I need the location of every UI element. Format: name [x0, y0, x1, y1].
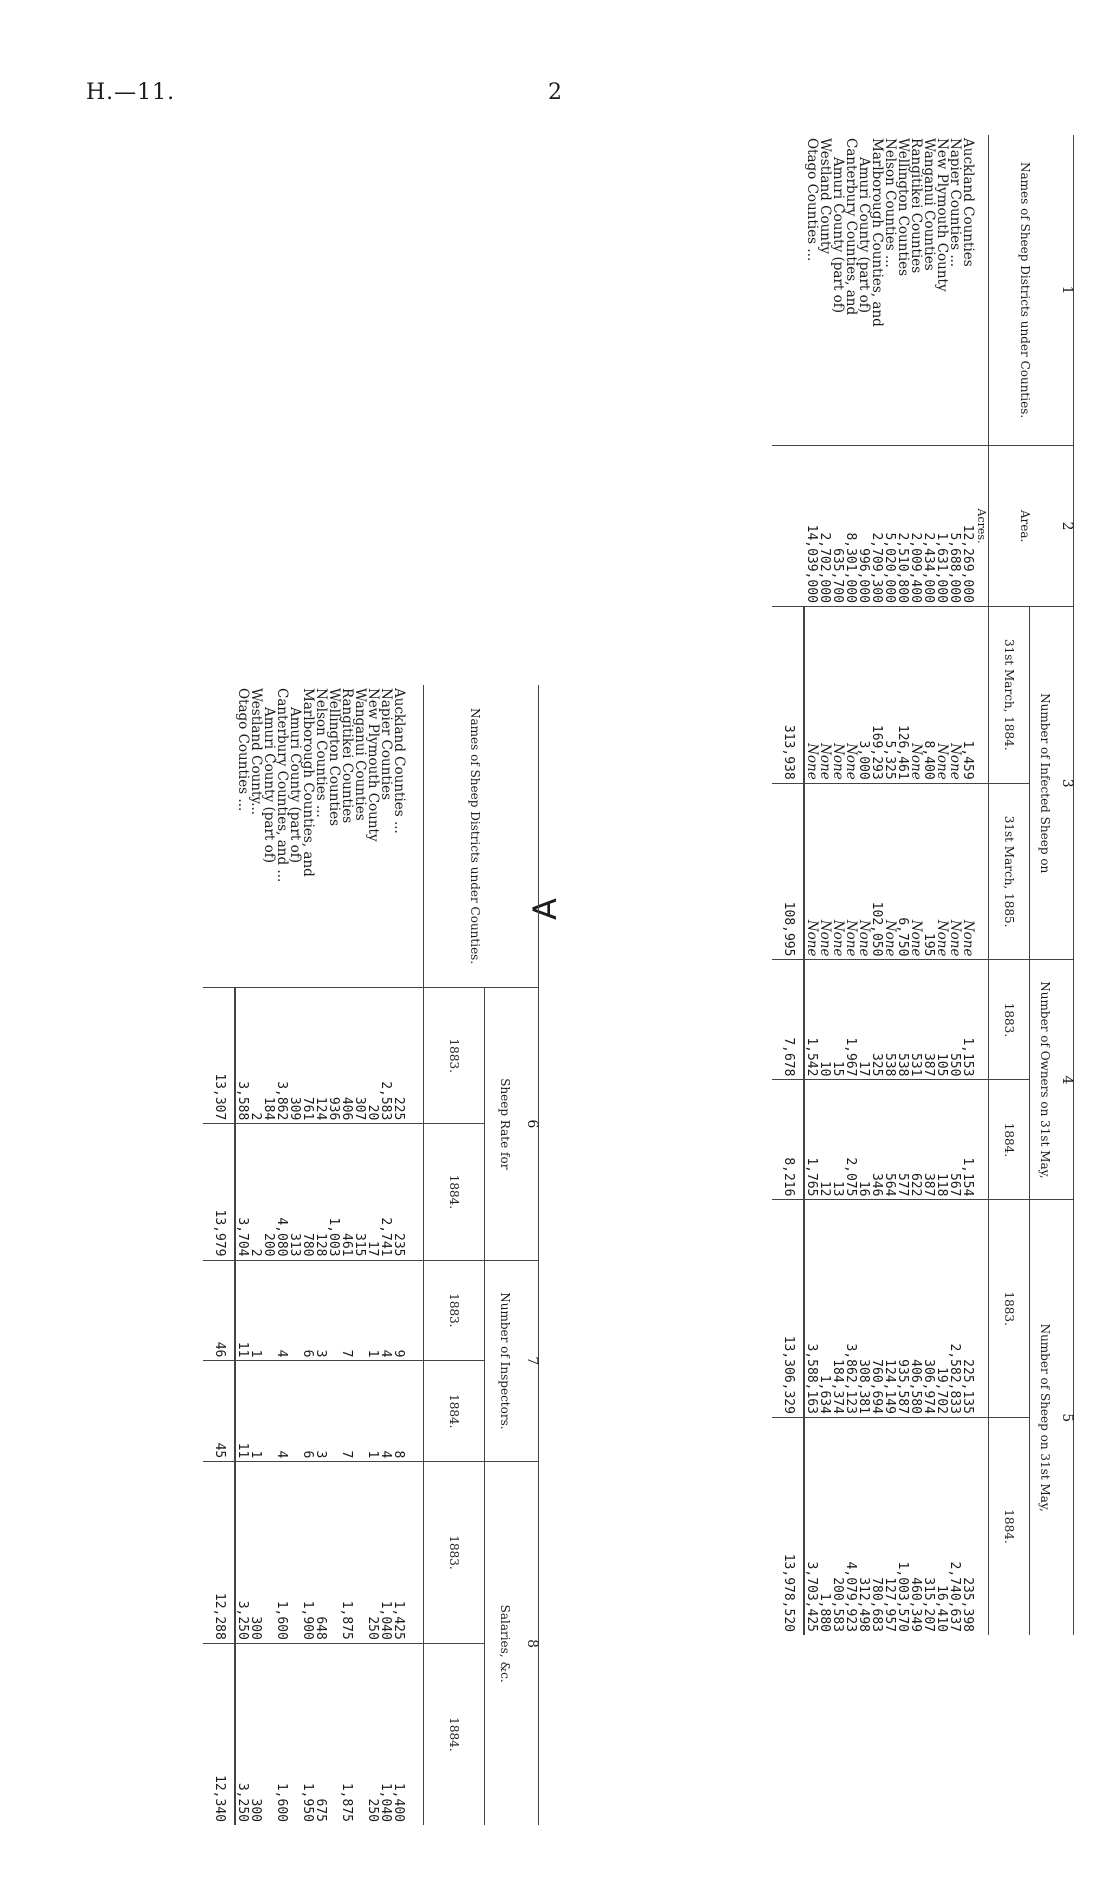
- cell-sh84: 312,498: [857, 1417, 870, 1635]
- cell-sh84: 460,349: [909, 1417, 922, 1635]
- cell-own83: 10: [818, 960, 831, 1080]
- cell-sh84: 1,003,570: [896, 1417, 909, 1635]
- header-inspectors: Number of Inspectors.: [485, 1260, 526, 1462]
- district-name: Rangitikei Counties: [908, 138, 924, 274]
- header-owners-1883: 1883.: [989, 960, 1030, 1080]
- cell-inf85: None: [804, 783, 818, 960]
- table-row: [935, 135, 948, 1635]
- cell-inf84: 169,293: [870, 606, 883, 783]
- header-row: [1030, 135, 1061, 1635]
- cell-s84: 250: [366, 1643, 379, 1825]
- cell-r84: 780: [301, 1124, 314, 1260]
- cell-own84: 622: [909, 1080, 922, 1200]
- district-name: Napier Counties: [378, 688, 394, 801]
- cell-area: 5,020,000: [883, 446, 896, 607]
- cell-s84: 3,250: [235, 1643, 249, 1825]
- column-number-row: [1060, 135, 1074, 1635]
- header-sal-1883: 1883.: [424, 1462, 485, 1644]
- cell-inf85: None: [948, 783, 961, 960]
- table-row: [896, 135, 909, 1635]
- district-name: Canterbury Counties, and ...: [274, 688, 290, 883]
- cell-sh83: 935,587: [896, 1200, 909, 1418]
- cell-inf85: None: [883, 783, 896, 960]
- header-insp-1883: 1883.: [424, 1260, 485, 1361]
- cell-i84: 1: [249, 1361, 262, 1462]
- cell-sh83: 2,582,833: [948, 1200, 961, 1418]
- cell-r83: 3,862: [275, 988, 288, 1124]
- cell-inf84: None: [844, 606, 857, 783]
- district-name: Wellington Counties: [895, 138, 911, 277]
- cell-area: 2,702,000: [818, 446, 831, 607]
- district-name: Auckland Counties ...: [391, 688, 407, 834]
- cell-area: 996,000: [857, 446, 870, 607]
- cell-r83: 936: [327, 988, 340, 1124]
- cell-own83: 105: [935, 960, 948, 1080]
- cell-own83: 1,967: [844, 960, 857, 1080]
- total-inf84: 313,938: [772, 606, 804, 783]
- cell-i84: 4: [275, 1361, 288, 1462]
- sheep-table-1: [772, 135, 1074, 1635]
- cell-r84: 313: [288, 1124, 301, 1260]
- cell-own83: 15: [831, 960, 844, 1080]
- cell-sh83: 306,974: [922, 1200, 935, 1418]
- col-number: 4: [1060, 960, 1074, 1200]
- district-name: Rangitikei Counties: [339, 688, 355, 824]
- cell-inf85: None: [831, 783, 844, 960]
- totals-row-2: [203, 685, 235, 1825]
- cell-sh83: 3,862,123: [844, 1200, 857, 1418]
- cell-s83: 648: [314, 1462, 327, 1644]
- cell-inf84: None: [935, 606, 948, 783]
- cell-sh83: 19,702: [935, 1200, 948, 1418]
- cell-sh83: 3,588,163: [804, 1200, 818, 1418]
- cell-own84: 16: [857, 1080, 870, 1200]
- cell-area: 2,510,800: [896, 446, 909, 607]
- rotated-tables: [84, 135, 1084, 1822]
- cell-sh84: 2,740,637: [948, 1417, 961, 1635]
- cell-i83: [262, 1260, 275, 1361]
- district-name: Marlborough Counties, and: [300, 688, 316, 877]
- table-row: [961, 135, 974, 1635]
- cell-own84: 346: [870, 1080, 883, 1200]
- cell-r84: 200: [262, 1124, 275, 1260]
- header-infected: Number of Infected Sheep on: [1030, 606, 1061, 960]
- cell-own83: 538: [883, 960, 896, 1080]
- cell-i84: 3: [314, 1361, 327, 1462]
- district-name: New Plymouth County: [365, 688, 381, 842]
- cell-inf85: None: [961, 783, 974, 960]
- cell-r83: 20: [366, 988, 379, 1124]
- header-owners-1884: 1884.: [989, 1080, 1030, 1200]
- cell-own84: 567: [948, 1080, 961, 1200]
- cell-s83: 250: [366, 1462, 379, 1644]
- cell-inf85: None: [857, 783, 870, 960]
- header-area: Area.: [989, 446, 1061, 607]
- total-own83: 7,678: [772, 960, 804, 1080]
- cell-area: 12,269,000: [961, 446, 974, 607]
- cell-s84: 1,950: [301, 1643, 314, 1825]
- header-names-2: Names of Sheep Districts under Counties.: [424, 685, 526, 988]
- cell-r83: 406: [340, 988, 353, 1124]
- units-row: [974, 135, 989, 1635]
- table2-body: [235, 685, 405, 1825]
- district-name: Napier Counties ...: [947, 138, 963, 268]
- cell-r83: 3,588: [235, 988, 249, 1124]
- header-sal-1884: 1884.: [424, 1643, 485, 1825]
- cell-inf84: None: [909, 606, 922, 783]
- cell-i84: 7: [340, 1361, 353, 1462]
- cell-s83: 1,900: [301, 1462, 314, 1644]
- cell-sh84: 200,583: [831, 1417, 844, 1635]
- cell-r83: 2: [249, 988, 262, 1124]
- total-i84: 45: [203, 1361, 235, 1462]
- cell-i84: [262, 1361, 275, 1462]
- table-row: [392, 685, 405, 1825]
- cell-sh83: 760,694: [870, 1200, 883, 1418]
- cell-i84: [353, 1361, 366, 1462]
- cell-s84: 1,400: [392, 1643, 405, 1825]
- cell-area: 14,039,000: [804, 446, 818, 607]
- cell-own84: 564: [883, 1080, 896, 1200]
- total-s84: 12,340: [203, 1643, 235, 1825]
- cell-own83: 387: [922, 960, 935, 1080]
- cell-i83: 1: [249, 1260, 262, 1361]
- cell-r84: 315: [353, 1124, 366, 1260]
- header-rate: Sheep Rate for: [485, 988, 526, 1260]
- cell-r83: 225: [392, 988, 405, 1124]
- cell-i83: [288, 1260, 301, 1361]
- totals-row: [772, 135, 804, 1635]
- cell-r83: 761: [301, 988, 314, 1124]
- table-row: [883, 135, 896, 1635]
- table-row: [235, 685, 249, 1825]
- cell-inf85: 6,750: [896, 783, 909, 960]
- cell-inf85: None: [909, 783, 922, 960]
- total-r84: 13,979: [203, 1124, 235, 1260]
- cell-s84: 1,600: [275, 1643, 288, 1825]
- cell-s84: 1,040: [379, 1643, 392, 1825]
- cell-inf85: 195: [922, 783, 935, 960]
- cell-sh84: 127,957: [883, 1417, 896, 1635]
- district-name: Nelson Counties ...: [882, 138, 898, 268]
- table-row: [379, 685, 392, 1825]
- cell-inf84: 5,325: [883, 606, 896, 783]
- header-owners: Number of Owners on 31st May,: [1030, 960, 1061, 1200]
- col-number: 5: [1060, 1200, 1074, 1635]
- cell-r84: 2: [249, 1124, 262, 1260]
- cell-sh83: 225,135: [961, 1200, 974, 1418]
- table-row: [948, 135, 961, 1635]
- cell-sh83: 308,381: [857, 1200, 870, 1418]
- table-row: [262, 685, 275, 1825]
- cell-area: 1,631,000: [935, 446, 948, 607]
- cell-inf85: 102,050: [870, 783, 883, 960]
- cell-area: 2,434,000: [922, 446, 935, 607]
- total-own84: 8,216: [772, 1080, 804, 1200]
- header-row-2: [485, 685, 526, 1825]
- cell-i83: 6: [301, 1260, 314, 1361]
- total-inf85: 108,995: [772, 783, 804, 960]
- district-name: Auckland Counties: [960, 138, 976, 267]
- cell-inf84: None: [948, 606, 961, 783]
- total-sh84: 13,978,520: [772, 1417, 804, 1635]
- cell-s83: 1,600: [275, 1462, 288, 1644]
- district-name: Wanganui Counties: [921, 138, 937, 271]
- cell-r84: 1,003: [327, 1124, 340, 1260]
- table-row: [327, 685, 340, 1825]
- header-insp-1884: 1884.: [424, 1361, 485, 1462]
- table-row: [909, 135, 922, 1635]
- table1-body: [804, 135, 974, 1635]
- cell-s84: 675: [314, 1643, 327, 1825]
- header-sheep-1884: 1884.: [989, 1417, 1030, 1635]
- district-name: Westland County...: [248, 688, 264, 816]
- cell-i83: 9: [392, 1260, 405, 1361]
- cell-i83: [353, 1260, 366, 1361]
- table-row: [366, 685, 379, 1825]
- district-name: Canterbury Counties, and: [843, 138, 859, 316]
- cell-r84: 3,704: [235, 1124, 249, 1260]
- column-number-row-2: [525, 685, 539, 1825]
- total-i83: 46: [203, 1260, 235, 1361]
- col-number: 1: [1060, 135, 1074, 446]
- cell-s83: 300: [249, 1462, 262, 1644]
- cell-r84: 17: [366, 1124, 379, 1260]
- district-name: Otago Counties ...: [804, 138, 820, 262]
- table-row: [831, 135, 844, 1635]
- cell-own83: 550: [948, 960, 961, 1080]
- page-ref: H.—11.: [86, 80, 176, 105]
- district-name: Westland County: [817, 138, 833, 255]
- header-infected-1885: 31st March, 1885.: [989, 783, 1030, 960]
- cell-own83: 538: [896, 960, 909, 1080]
- cell-area: 2,009,400: [909, 446, 922, 607]
- cell-own83: 17: [857, 960, 870, 1080]
- cell-inf85: None: [935, 783, 948, 960]
- cell-sh84: 16,410: [935, 1417, 948, 1635]
- district-name: Amuri County (part of): [261, 707, 277, 864]
- cell-inf84: 3,000: [857, 606, 870, 783]
- table-row: [922, 135, 935, 1635]
- cell-r83: 2,583: [379, 988, 392, 1124]
- district-name: Wellington Counties: [326, 688, 342, 827]
- cell-i83: 11: [235, 1260, 249, 1361]
- cell-area: 2,709,300: [870, 446, 883, 607]
- cell-own84: 2,075: [844, 1080, 857, 1200]
- cell-area: 5,688,000: [948, 446, 961, 607]
- cell-own84: 387: [922, 1080, 935, 1200]
- cell-sh84: 1,880: [818, 1417, 831, 1635]
- cell-r84: 235: [392, 1124, 405, 1260]
- cell-r83: 309: [288, 988, 301, 1124]
- table-row: [804, 135, 818, 1635]
- district-name: Amuri County (part of): [856, 157, 872, 314]
- table-row: [844, 135, 857, 1635]
- cell-r84: 128: [314, 1124, 327, 1260]
- cell-inf84: 126,461: [896, 606, 909, 783]
- cell-own83: 325: [870, 960, 883, 1080]
- cell-sh84: 4,079,923: [844, 1417, 857, 1635]
- header-sheep-1883: 1883.: [989, 1200, 1030, 1418]
- cell-r84: 4,080: [275, 1124, 288, 1260]
- district-name: Amuri County (part of): [830, 157, 846, 314]
- cell-i84: 1: [366, 1361, 379, 1462]
- cell-i83: 7: [340, 1260, 353, 1361]
- cell-i83: 1: [366, 1260, 379, 1361]
- cell-own84: 13: [831, 1080, 844, 1200]
- cell-r84: 461: [340, 1124, 353, 1260]
- cell-r83: 307: [353, 988, 366, 1124]
- cell-own83: 1,542: [804, 960, 818, 1080]
- cell-i84: 8: [392, 1361, 405, 1462]
- cell-inf84: 8,400: [922, 606, 935, 783]
- district-name: Wanganui Counties: [352, 688, 368, 821]
- cell-sh83: 184,374: [831, 1200, 844, 1418]
- cell-i84: 6: [301, 1361, 314, 1462]
- cell-r83: 124: [314, 988, 327, 1124]
- cell-inf85: None: [818, 783, 831, 960]
- cell-area: 635,700: [831, 446, 844, 607]
- header-rate-1884: 1884.: [424, 1124, 485, 1260]
- table-row: [340, 685, 353, 1825]
- cell-i83: 4: [379, 1260, 392, 1361]
- cell-i84: [327, 1361, 340, 1462]
- cell-sh84: 315,207: [922, 1417, 935, 1635]
- cell-s84: 300: [249, 1643, 262, 1825]
- header-rate-1883: 1883.: [424, 988, 485, 1124]
- col-number: 6: [525, 988, 539, 1260]
- cell-sh84: 780,683: [870, 1417, 883, 1635]
- cell-sh84: 3,703,425: [804, 1417, 818, 1635]
- table-row: [818, 135, 831, 1635]
- cell-own84: 118: [935, 1080, 948, 1200]
- table-row: [870, 135, 883, 1635]
- cell-inf84: None: [818, 606, 831, 783]
- cell-own83: 1,153: [961, 960, 974, 1080]
- area-units: Acres.: [974, 446, 989, 607]
- cell-sh84: 235,398: [961, 1417, 974, 1635]
- cell-inf85: None: [844, 783, 857, 960]
- cell-own84: 1,765: [804, 1080, 818, 1200]
- district-name: New Plymouth County: [934, 138, 950, 292]
- table-row: [353, 685, 366, 1825]
- cell-s83: 1,040: [379, 1462, 392, 1644]
- district-name: Marlborough Counties, and: [869, 138, 885, 327]
- header-infected-1884: 31st March, 1884.: [989, 606, 1030, 783]
- cell-s83: 1,875: [340, 1462, 353, 1644]
- cell-sh83: 406,580: [909, 1200, 922, 1418]
- total-s83: 12,288: [203, 1462, 235, 1644]
- cell-s84: 1,875: [340, 1643, 353, 1825]
- header-sheep: Number of Sheep on 31st May,: [1030, 1200, 1061, 1635]
- header-names: Names of Sheep Districts under Counties.: [989, 135, 1061, 446]
- cell-sh83: 1,634: [818, 1200, 831, 1418]
- cell-i84: 11: [235, 1361, 249, 1462]
- page-number: 2: [548, 80, 562, 105]
- cell-inf84: None: [831, 606, 844, 783]
- cell-r83: 184: [262, 988, 275, 1124]
- sheep-table-2: [203, 685, 539, 1825]
- cell-inf84: 1,459: [961, 606, 974, 783]
- cell-s83: 1,425: [392, 1462, 405, 1644]
- district-name: Amuri County (part of): [287, 707, 303, 864]
- cell-own84: 577: [896, 1080, 909, 1200]
- header-salaries: Salaries, &c.: [485, 1462, 526, 1825]
- table-row: [857, 135, 870, 1635]
- cell-s84: [353, 1643, 366, 1825]
- cell-own83: 531: [909, 960, 922, 1080]
- cell-r84: 2,741: [379, 1124, 392, 1260]
- cell-s83: 3,250: [235, 1462, 249, 1644]
- cell-i83: [327, 1260, 340, 1361]
- appendix-letter: A: [526, 898, 564, 920]
- cell-inf84: None: [804, 606, 818, 783]
- cell-own84: 12: [818, 1080, 831, 1200]
- col-number: 7: [525, 1260, 539, 1462]
- cell-i84: 4: [379, 1361, 392, 1462]
- district-name: Nelson Counties ...: [313, 688, 329, 818]
- col-number: 2: [1060, 446, 1074, 607]
- district-name: Otago Counties ...: [235, 688, 251, 812]
- total-r83: 13,307: [203, 988, 235, 1124]
- cell-sh83: 124,149: [883, 1200, 896, 1418]
- col-number: 3: [1060, 606, 1074, 960]
- cell-i84: [288, 1361, 301, 1462]
- cell-area: 8,301,000: [844, 446, 857, 607]
- cell-i83: 3: [314, 1260, 327, 1361]
- col-number: 8: [525, 1462, 539, 1825]
- cell-i83: 4: [275, 1260, 288, 1361]
- total-sh83: 13,306,329: [772, 1200, 804, 1418]
- cell-own84: 1,154: [961, 1080, 974, 1200]
